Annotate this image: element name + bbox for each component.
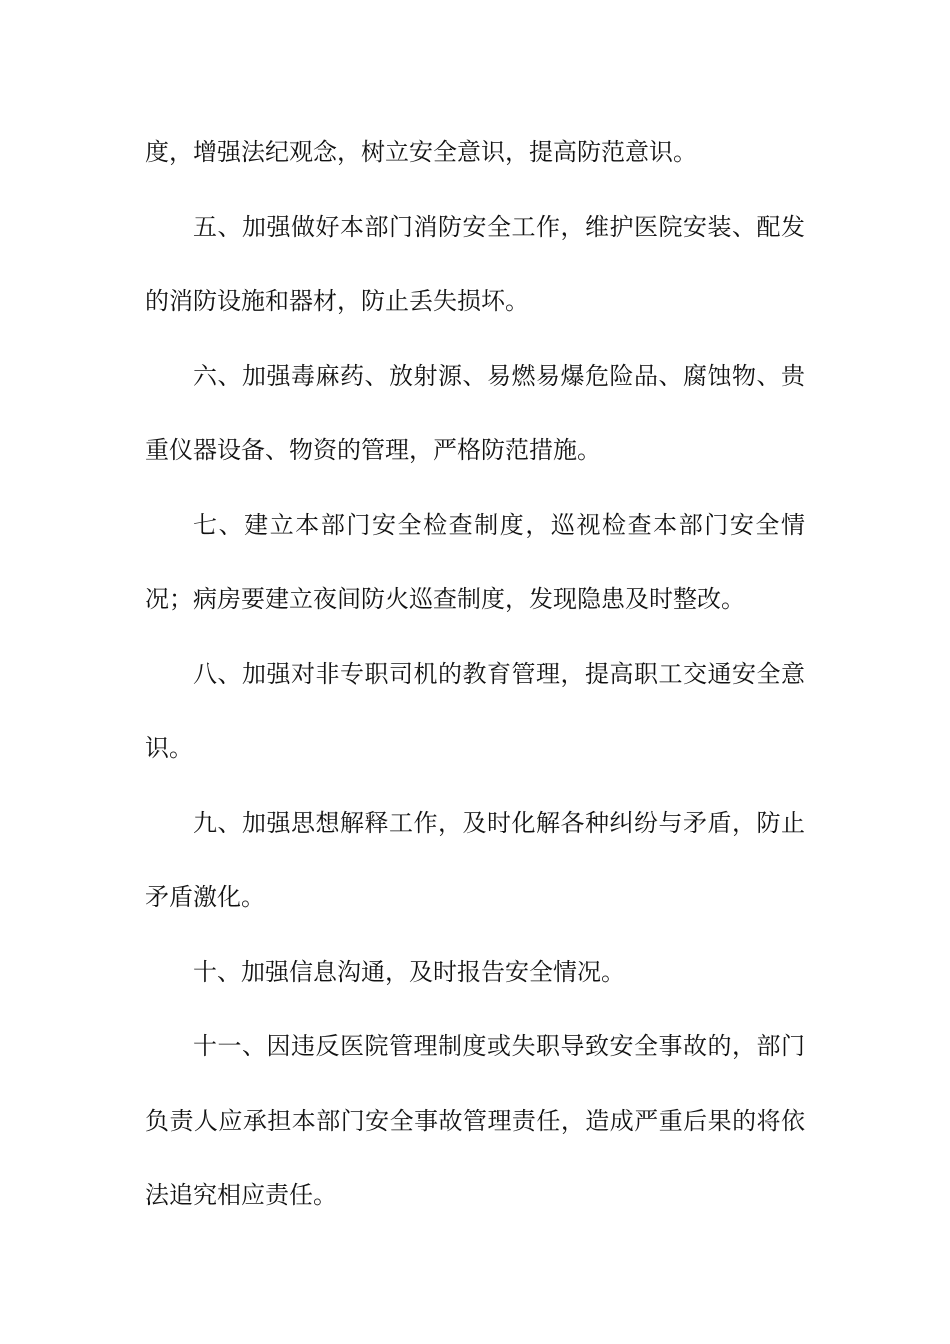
paragraph-continued: 度，增强法纪观念，树立安全意识，提高防范意识。 [145, 138, 697, 166]
paragraph-item-9: 九、加强思想解释工作，及时化解各种纠纷与矛盾，防止矛盾激化。 [145, 808, 805, 911]
paragraph-item-11: 十一、因违反医院管理制度或失职导致安全事故的，部门负责人应承担本部门安全事故管理责任，造成严重后果的将依法追究相应责任。 [145, 1032, 805, 1209]
paragraph-item-6: 六、加强毒麻药、放射源、易燃易爆危险品、腐蚀物、贵重仪器设备、物资的管理，严格防范措施。 [145, 361, 805, 464]
paragraph-item-10: 十、加强信息沟通，及时报告安全情况。 [193, 957, 625, 986]
document-body [145, 115, 805, 1233]
paragraph-item-5: 五、加强做好本部门消防安全工作，维护医院安装、配发的消防设施和器材，防止丢失损坏。 [145, 212, 805, 315]
paragraph-item-7: 七、建立本部门安全检查制度，巡视检查本部门安全情况；病房要建立夜间防火巡查制度，发现隐患及时整改。 [145, 510, 805, 613]
paragraph-item-8: 八、加强对非专职司机的教育管理，提高职工交通安全意识。 [145, 659, 805, 762]
